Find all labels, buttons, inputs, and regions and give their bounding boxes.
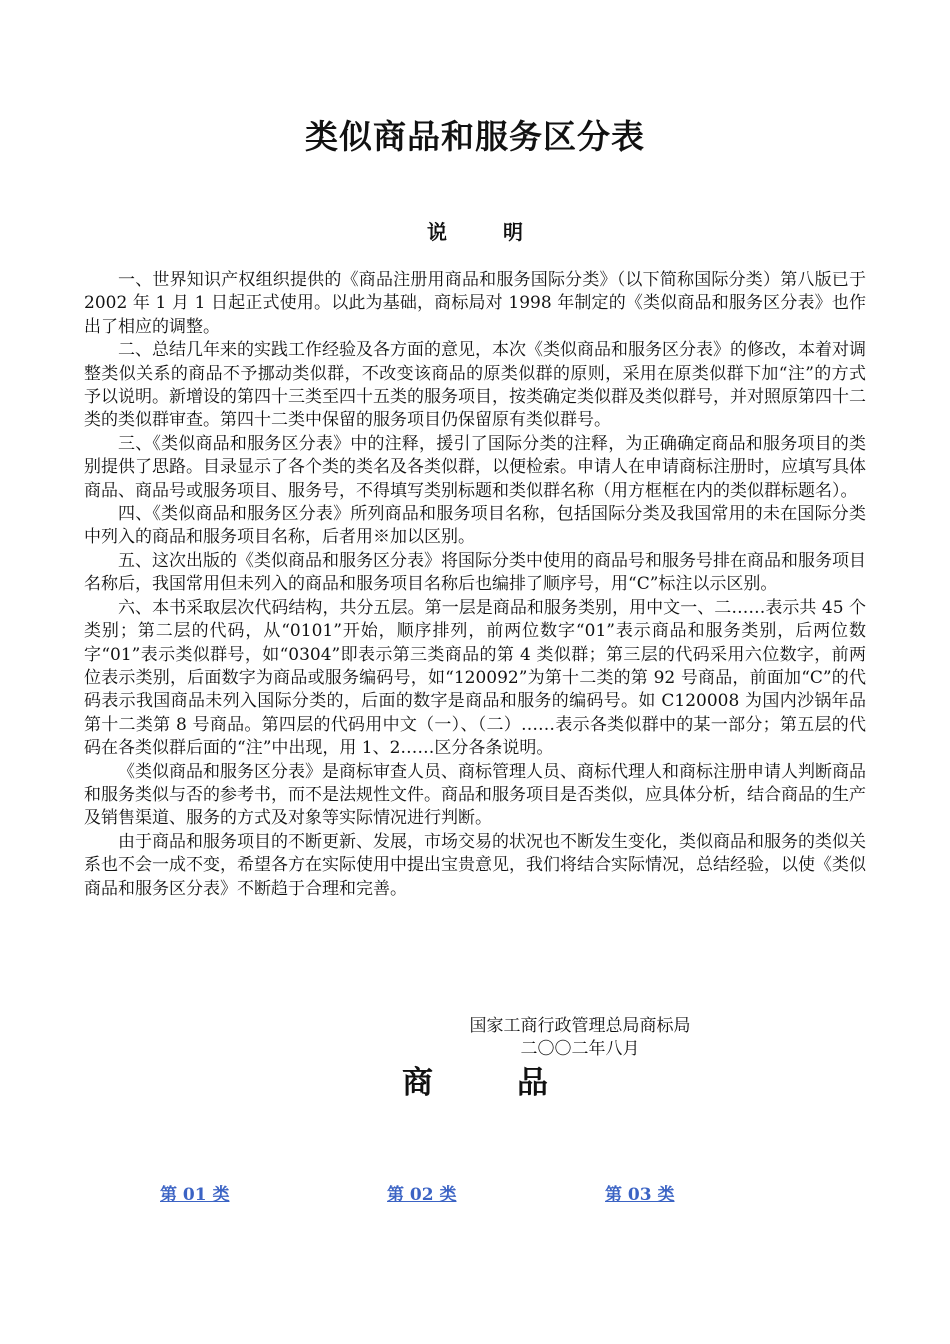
signature-block [420,1015,740,1061]
goods-heading-char-2: 品 [517,1065,548,1101]
paragraph: 《类似商品和服务区分表》是商标审查人员、商标管理人员、商标代理人和商标注册申请人判断商品和服务类似与否的参考书，而不是法规性文件。商品和服务项目是否类似，应具体分析，结合商品的生产及销售渠道、服务的方式及对象等实际情况进行判断。 [84,761,866,829]
paragraph: 三、《类似商品和服务区分表》中的注释，援引了国际分类的注释，为正确确定商品和服务项目的类别提供了思路。目录显示了各个类的类名及各类似群，以便检索。申请人在申请商标注册时，应填写具体商品、商品号或服务项目、服务号，不得填写类别标题和类似群名称（用方框框在内的类似群标题名）。 [84,433,866,501]
goods-heading [0,1061,950,1105]
class-link-row [0,1180,950,1210]
section-heading-explanation [0,214,950,250]
goods-heading-char-1: 商 [402,1065,433,1101]
paragraph: 五、这次出版的《类似商品和服务区分表》将国际分类中使用的商品号和服务号排在商品和服务项目名称后，我国常用但未列入的商品和服务项目名称后也编排了顺序号，用“C”标注以示区别。 [84,550,866,595]
class-link-03[interactable]: 第 03 类 [605,1185,675,1205]
paragraph: 二、总结几年来的实践工作经验及各方面的意见，本次《类似商品和服务区分表》的修改，本着对调整类似关系的商品不予挪动类似群，不改变该商品的原类似群的原则，采用在原类似群下加“注”的方式予以说明。新增设的第四十三类至四十五类的服务项目，按类确定类似群及类似群号，并对照原第四十二类的类似群审查。第四十二类中保留的服务项目仍保留原有类似群号。 [84,340,866,431]
paragraph: 四、《类似商品和服务区分表》所列商品和服务项目名称，包括国际分类及我国常用的未在国际分类中列入的商品和服务项目名称，后者用※加以区别。 [84,504,866,548]
paragraph: 由于商品和服务项目的不断更新、发展，市场交易的状况也不断发生变化，类似商品和服务的类似关系也不会一成不变，希望各方在实际使用中提出宝贵意见，我们将结合实际情况，总结经验，以使《类似商品和服务区分表》不断趋于合理和完善。 [84,831,866,899]
class-link-01[interactable]: 第 01 类 [160,1185,230,1205]
signature-date: 二〇〇二年八月 [520,1039,640,1059]
explanation-body [84,269,866,901]
class-link-02[interactable]: 第 02 类 [387,1185,457,1205]
signature-organization: 国家工商行政管理总局商标局 [469,1016,691,1036]
paragraph: 六、本书采取层次代码结构，共分五层。第一层是商品和服务类别，用中文一、二……表示共 45 个类别；第二层的代码，从“0101”开始，顺序排列，前两位数字“01”表示商品和服务类别，后两位数字“01”表示类似群号，如“0304”即表示第三类商品的第 4 类似群；第三层的代码采用六位数字，前两位表示类别，后面数字为商品或服务编码号，如“120092”为第十二类的第 92 号商品，前面加“C”的代码表示我国商品未列入国际分类的，后面的数字是商品和服务的编码号。如 C120008 为国内沙锅年品第十二类第 8 号商品。第四层的代码用中文（一）、（二）……表示各类似群中的某一部分；第五层的代码在各类似群后面的“注”中出现，用 1、2……区分各条说明。 [84,597,866,759]
document-title: 类似商品和服务区分表 [305,117,645,156]
section-heading-char-2: 明 [503,220,523,244]
paragraph: 一、世界知识产权组织提供的《商品注册用商品和服务国际分类》（以下简称国际分类）第八版已于 2002 年 1 月 1 日起正式使用。以此为基础，商标局对 1998 年制定的《类似商品和服务区分表》也作出了相应的调整。 [84,270,866,337]
section-heading-char-1: 说 [427,220,447,244]
